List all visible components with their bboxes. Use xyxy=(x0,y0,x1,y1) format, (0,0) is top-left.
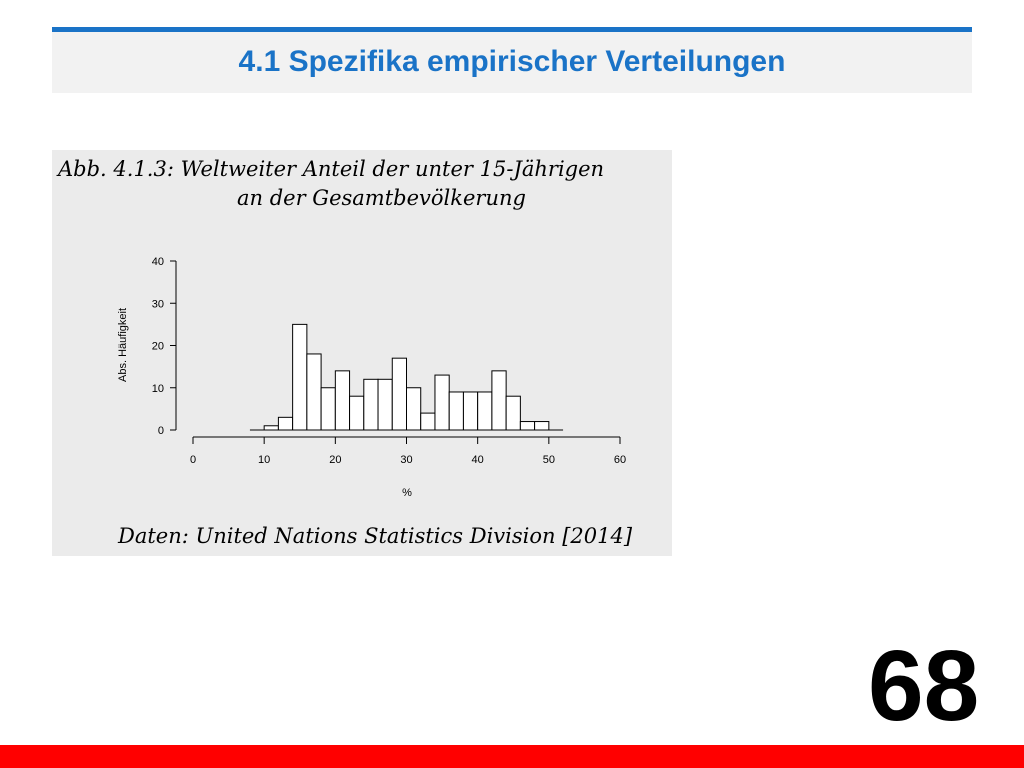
footer-bar xyxy=(0,745,1024,768)
histogram-bar xyxy=(421,413,435,430)
x-axis xyxy=(190,437,626,466)
histogram-bars xyxy=(250,324,563,430)
header-rule xyxy=(52,27,972,32)
y-tick-label: 40 xyxy=(151,256,164,268)
y-axis-label: Abs. Häufigkeit xyxy=(117,308,129,382)
x-tick-label: 50 xyxy=(542,454,555,466)
y-axis xyxy=(152,256,176,437)
histogram-bar xyxy=(307,354,321,430)
histogram-bar xyxy=(264,426,278,430)
x-tick-label: 0 xyxy=(189,454,197,466)
histogram-bar xyxy=(335,371,349,430)
x-axis-label: % xyxy=(402,487,412,499)
x-tick-label: 40 xyxy=(471,454,484,466)
figure-caption-line2: an der Gesamtbevölkerung xyxy=(237,186,526,210)
figure-source: Daten: United Nations Statistics Division [2014] xyxy=(118,524,633,548)
histogram-bar xyxy=(407,388,421,430)
figure-panel xyxy=(52,150,672,556)
figure-caption-line1: Abb. 4.1.3: Weltweiter Anteil der unter 15-Jährigen xyxy=(58,157,605,181)
histogram-bar xyxy=(478,392,492,430)
x-tick-label: 10 xyxy=(258,454,271,466)
y-tick-label: 30 xyxy=(151,298,164,311)
histogram-bar xyxy=(378,379,392,430)
histogram-bar xyxy=(463,392,477,430)
histogram-chart xyxy=(52,150,672,556)
histogram-bar xyxy=(435,375,449,430)
histogram-bar xyxy=(449,392,463,430)
histogram-bar xyxy=(350,396,364,430)
slide-header xyxy=(52,27,972,93)
histogram-bar xyxy=(392,358,406,430)
y-tick-label: 20 xyxy=(151,340,164,353)
y-tick-label: 10 xyxy=(151,382,164,395)
x-tick-label: 30 xyxy=(400,454,413,466)
x-tick-label: 60 xyxy=(613,454,627,466)
histogram-bar xyxy=(535,422,549,430)
slide-title: 4.1 Spezifika empirischer Verteilungen xyxy=(238,45,786,78)
histogram-bar xyxy=(492,371,506,430)
slide-number: 68 xyxy=(868,630,980,742)
histogram-bar xyxy=(278,417,292,430)
histogram-bar xyxy=(364,379,378,430)
x-tick-label: 20 xyxy=(329,454,342,466)
y-tick-label: 0 xyxy=(157,425,164,437)
histogram-bar xyxy=(506,396,520,430)
histogram-bar xyxy=(321,388,335,430)
histogram-bar xyxy=(293,324,307,430)
histogram-bar xyxy=(520,422,534,430)
